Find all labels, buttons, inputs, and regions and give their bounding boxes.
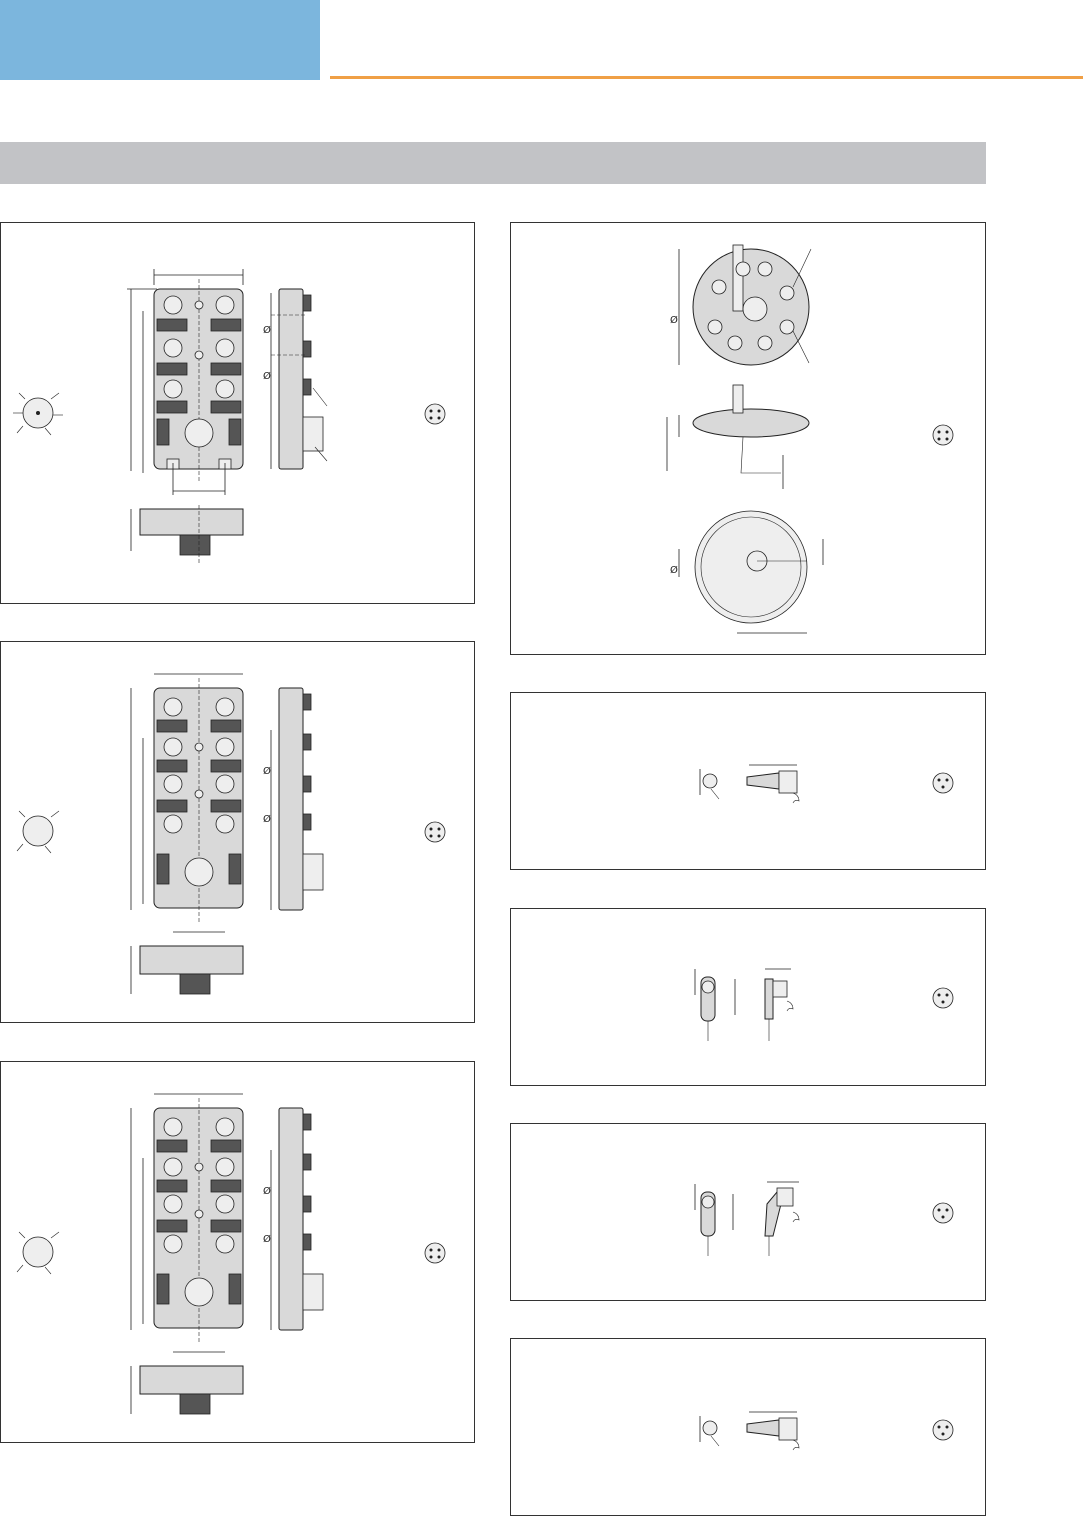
straight-plug-drawing xyxy=(511,693,986,870)
connector-pinout-icon xyxy=(933,1420,953,1440)
header-orange-rule xyxy=(330,76,1083,79)
diameter-label: Ø xyxy=(263,1186,271,1197)
straight-plug-drawing xyxy=(511,1339,986,1516)
diameter-label: Ø xyxy=(263,371,271,382)
diameter-label: Ø xyxy=(263,814,271,825)
drawing-panel-round-hub xyxy=(510,222,986,655)
module-drawing xyxy=(1,223,475,604)
wrench-icon xyxy=(793,1440,799,1450)
drawing-panel-angled-plug-2 xyxy=(510,1123,986,1301)
diameter-label: Ø xyxy=(263,766,271,777)
connector-pinout-icon xyxy=(425,822,445,842)
wrench-icon xyxy=(793,1212,799,1222)
angled-plug-drawing xyxy=(511,1124,986,1301)
round-hub-drawing xyxy=(511,223,986,655)
drawing-panel-module-2 xyxy=(0,641,475,1023)
connector-pinout-icon xyxy=(425,1243,445,1263)
module-drawing xyxy=(1,642,475,1023)
connector-pinout-icon xyxy=(933,1203,953,1223)
drawing-panel-straight-plug-2 xyxy=(510,1338,986,1516)
wrench-icon xyxy=(793,793,799,803)
drawing-panel-angled-plug-1 xyxy=(510,908,986,1086)
angled-plug-drawing xyxy=(511,909,986,1086)
connector-pinout-icon xyxy=(933,773,953,793)
connector-pinout-icon xyxy=(13,393,63,435)
diameter-label: Ø xyxy=(670,315,678,326)
diameter-label: Ø xyxy=(263,1234,271,1245)
module-drawing xyxy=(1,1062,475,1443)
header-blue-block xyxy=(0,0,320,80)
connector-pinout-icon xyxy=(933,425,953,445)
diameter-label: Ø xyxy=(263,325,271,336)
connector-pinout-icon xyxy=(425,404,445,424)
diameter-label: Ø xyxy=(670,565,678,576)
drawing-panel-straight-plug-1 xyxy=(510,692,986,870)
drawing-panel-module-3 xyxy=(0,1061,475,1443)
section-title-bar xyxy=(0,142,986,184)
wrench-icon xyxy=(787,1001,793,1011)
connector-pinout-icon xyxy=(933,988,953,1008)
drawing-panel-module-1 xyxy=(0,222,475,604)
connector-pinout-icon xyxy=(17,1232,59,1274)
connector-pinout-icon xyxy=(17,811,59,853)
